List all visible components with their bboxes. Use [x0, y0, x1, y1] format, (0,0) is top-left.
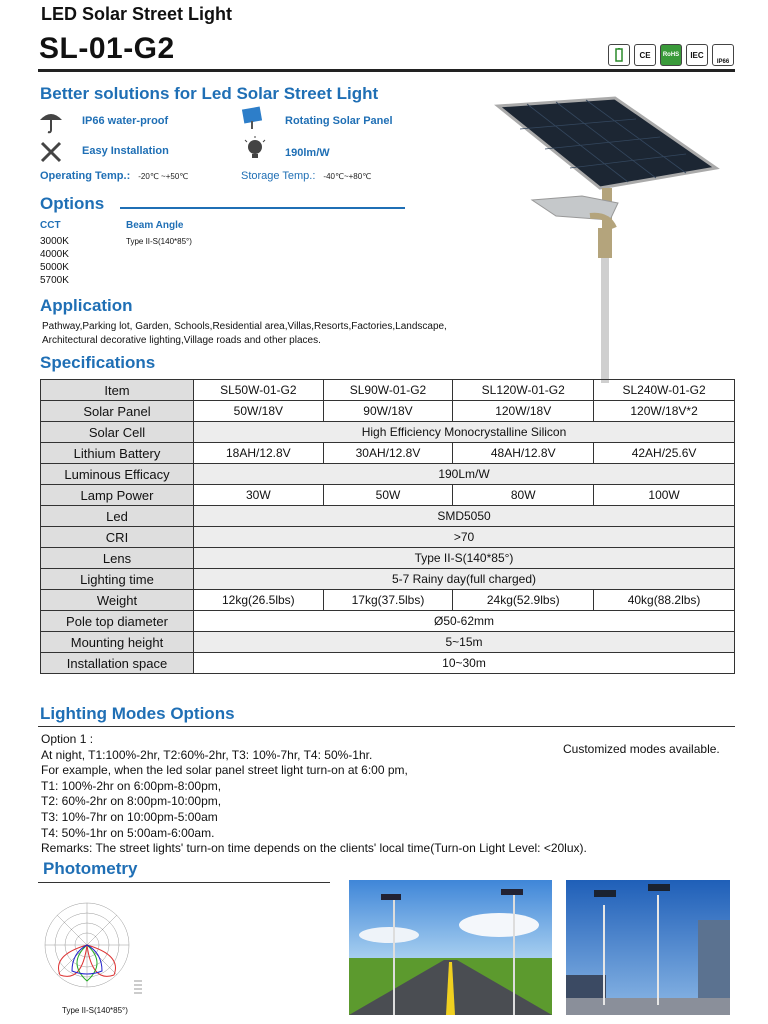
application-heading: Application	[40, 296, 133, 315]
spec-value: 190Lm/W	[194, 464, 735, 485]
application-text	[42, 320, 512, 348]
lighting-modes-heading: Lighting Modes Options	[40, 704, 235, 723]
polar-diagram	[42, 893, 167, 1005]
spec-value: 48AH/12.8V	[453, 443, 594, 464]
plaza-photo	[566, 880, 730, 1015]
spec-label: Lens	[41, 548, 194, 569]
spec-value: SL50W-01-G2	[194, 380, 324, 401]
spec-label: Installation space	[41, 653, 194, 674]
spec-value: 24kg(52.9lbs)	[453, 590, 594, 611]
spec-value: 42AH/25.6V	[594, 443, 735, 464]
spec-value: 50W/18V	[194, 401, 324, 422]
options-divider	[120, 207, 405, 209]
table-row	[41, 569, 735, 590]
umbrella-icon	[38, 108, 64, 134]
spec-label: Lithium Battery	[41, 443, 194, 464]
product-name: LED Solar Street Light	[41, 4, 233, 24]
spec-value: >70	[194, 527, 735, 548]
ce-mark-icon: CE	[634, 44, 656, 66]
spec-label: Pole top diameter	[41, 611, 194, 632]
customized-modes-note: Customized modes available.	[563, 742, 720, 756]
application-line: Pathway,Parking lot, Garden, Schools,Residential area,Villas,Resorts,Factories,Landscape,	[42, 321, 447, 332]
table-row	[41, 443, 735, 464]
spec-value: 5~15m	[194, 632, 735, 653]
application-line: Architectural decorative lighting,Village roads and other places.	[42, 335, 321, 346]
spec-label: Weight	[41, 590, 194, 611]
storage-temp-value: -40℃~+80℃	[323, 172, 372, 181]
photometry-divider	[38, 882, 330, 883]
spec-value: SL120W-01-G2	[453, 380, 594, 401]
table-row	[41, 653, 735, 674]
specifications-table	[40, 379, 735, 674]
feature-waterproof: IP66 water-proof	[82, 115, 169, 127]
spec-value: SL90W-01-G2	[323, 380, 453, 401]
operating-temp-label: Operating Temp.:	[40, 170, 131, 182]
iec-mark-icon: IEC	[686, 44, 708, 66]
table-row	[41, 401, 735, 422]
spec-value: 40kg(88.2lbs)	[594, 590, 735, 611]
mode-line: T3: 10%-7hr on 10:00pm-5:00am	[41, 809, 218, 824]
options-heading: Options	[40, 194, 105, 213]
lighting-modes-divider	[38, 726, 735, 727]
cct-value: 4000K	[40, 249, 69, 260]
spec-value: 17kg(37.5lbs)	[323, 590, 453, 611]
photometry-heading: Photometry	[43, 859, 138, 878]
storage-temp	[241, 170, 371, 182]
light-bulb-icon	[242, 135, 268, 161]
mode-line: T1: 100%-2hr on 6:00pm-8:00pm,	[41, 778, 222, 793]
spec-value: High Efficiency Monocrystalline Silicon	[194, 422, 735, 443]
mode-line: Option 1 :	[41, 732, 94, 746]
mode-line: At night, T1:100%-2hr, T2:60%-2hr, T3: 10%-7hr, T4: 50%-1hr.	[41, 747, 373, 762]
spec-label: Solar Panel	[41, 401, 194, 422]
spec-value: SMD5050	[194, 506, 735, 527]
product-image	[490, 88, 725, 383]
spec-value: 100W	[594, 485, 735, 506]
specifications-heading: Specifications	[40, 353, 156, 372]
lighting-modes-text	[41, 732, 641, 857]
solar-panel-icon	[240, 105, 266, 131]
operating-temp	[40, 170, 188, 182]
model-title: SL-01-G2	[39, 32, 175, 65]
table-row	[41, 380, 735, 401]
spec-label: Lamp Power	[41, 485, 194, 506]
spec-value: 30AH/12.8V	[323, 443, 453, 464]
cct-label: CCT	[40, 220, 61, 231]
spec-value: 5-7 Rainy day(full charged)	[194, 569, 735, 590]
spec-value: 90W/18V	[323, 401, 453, 422]
ip66-mark-icon: IP66	[712, 44, 734, 66]
table-row	[41, 422, 735, 443]
table-row	[41, 506, 735, 527]
table-row	[41, 611, 735, 632]
storage-temp-label: Storage Temp.:	[241, 170, 316, 182]
beam-angle-value: Type II-S(140*85°)	[126, 237, 192, 246]
photometry-caption: Type II-S(140*85°)	[62, 1006, 128, 1015]
spec-label: CRI	[41, 527, 194, 548]
cct-value: 5700K	[40, 275, 69, 286]
spec-label: Mounting height	[41, 632, 194, 653]
header-divider	[38, 69, 735, 72]
rohs-mark-icon: RoHS	[660, 44, 682, 66]
table-row	[41, 632, 735, 653]
table-row	[41, 485, 735, 506]
feature-installation: Easy Installation	[82, 145, 169, 157]
spec-value: 10~30m	[194, 653, 735, 674]
spec-label: Luminous Efficacy	[41, 464, 194, 485]
beam-angle-label: Beam Angle	[126, 220, 184, 231]
spec-value: 120W/18V	[453, 401, 594, 422]
spec-label: Solar Cell	[41, 422, 194, 443]
feature-efficacy: 190lm/W	[285, 147, 330, 159]
cct-value: 3000K	[40, 236, 69, 247]
mode-line: T4: 50%-1hr on 5:00am-6:00am.	[41, 825, 215, 840]
cct-value: 5000K	[40, 262, 69, 273]
operating-temp-value: -20℃ ~+50℃	[138, 172, 189, 181]
feature-rotating-panel: Rotating Solar Panel	[285, 115, 393, 127]
table-row	[41, 590, 735, 611]
spec-label: Led	[41, 506, 194, 527]
table-row	[41, 548, 735, 569]
spec-value: 30W	[194, 485, 324, 506]
mode-line: Remarks: The street lights' turn-on time depends on the clients' local time(Turn-on Light Level: <20lux).	[41, 841, 587, 856]
tools-icon	[38, 139, 64, 165]
road-photo	[349, 880, 552, 1015]
spec-label: Item	[41, 380, 194, 401]
battery-cert-icon	[608, 44, 630, 66]
spec-value: 80W	[453, 485, 594, 506]
spec-value: 18AH/12.8V	[194, 443, 324, 464]
table-row	[41, 464, 735, 485]
spec-value: SL240W-01-G2	[594, 380, 735, 401]
spec-value: 12kg(26.5lbs)	[194, 590, 324, 611]
spec-value: Type II-S(140*85°)	[194, 548, 735, 569]
tagline: Better solutions for Led Solar Street Light	[40, 84, 379, 103]
spec-value: Ø50-62mm	[194, 611, 735, 632]
spec-value: 50W	[323, 485, 453, 506]
mode-line: For example, when the led solar panel street light turn-on at 6:00 pm,	[41, 763, 408, 778]
cct-values	[40, 235, 69, 287]
spec-label: Lighting time	[41, 569, 194, 590]
spec-value: 120W/18V*2	[594, 401, 735, 422]
table-row	[41, 527, 735, 548]
mode-line: T2: 60%-2hr on 8:00pm-10:00pm,	[41, 794, 222, 809]
